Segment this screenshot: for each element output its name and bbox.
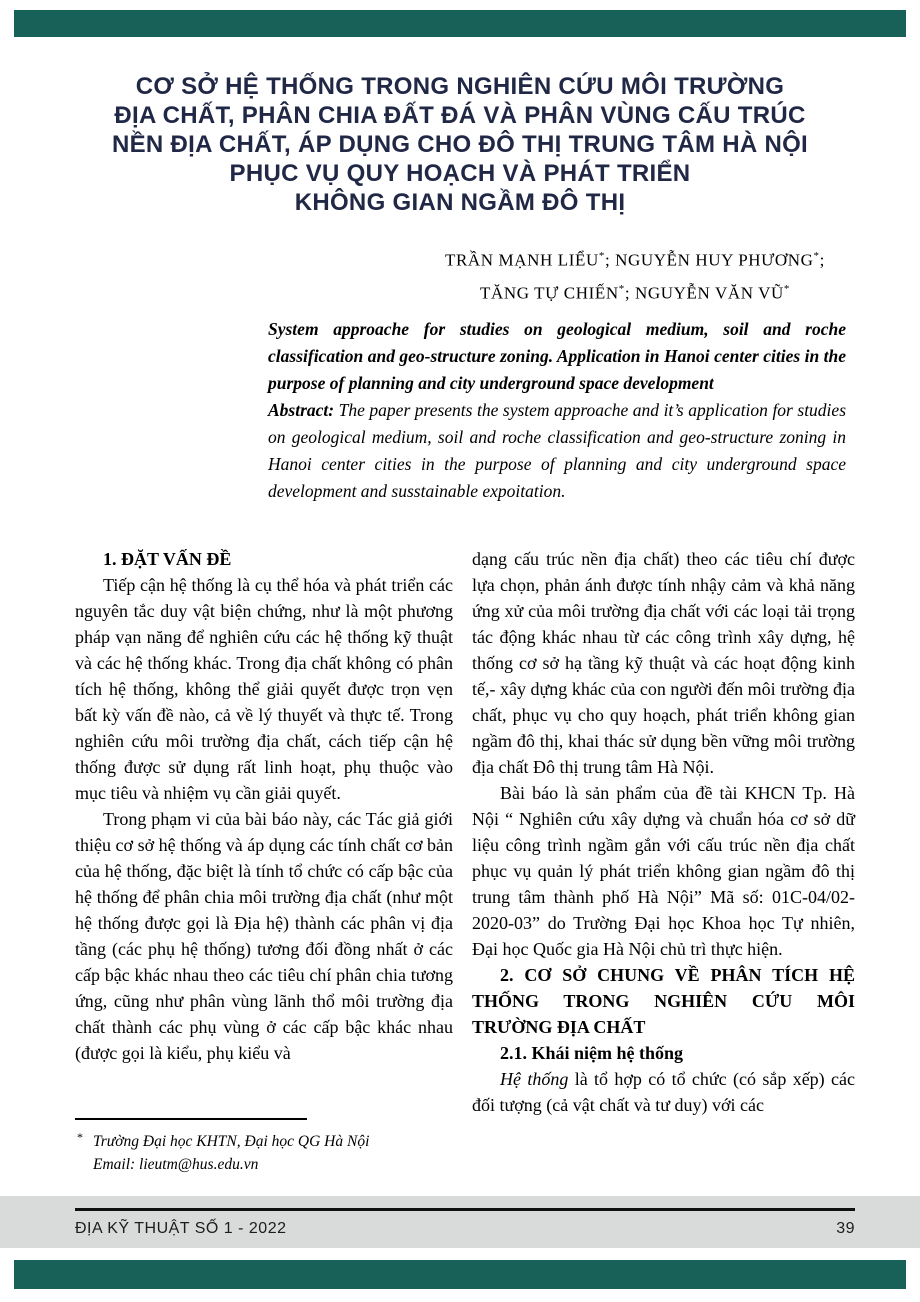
title-line: ĐỊA CHẤT, PHÂN CHIA ĐẤT ĐÁ VÀ PHÂN VÙNG CẤU TRÚC <box>114 102 806 129</box>
term-emphasis: Hệ thống <box>500 1069 569 1089</box>
footnote-separator-rule <box>75 1118 307 1120</box>
author-affiliation-marker: * <box>618 282 625 295</box>
footnote-email: Email: lieutm@hus.edu.vn <box>93 1156 259 1173</box>
abstract-label: Abstract: <box>268 400 335 420</box>
english-abstract-block <box>268 316 846 505</box>
page-number: 39 <box>836 1220 855 1237</box>
footnote-text <box>75 1130 453 1176</box>
abstract-text: The paper presents the system approache and it’s application for studies on geological medium, soil and roche classification and geo-structure zoning in Hanoi center cities in the purpose of planning and city underground space development and susstainable expoitation. <box>268 400 846 501</box>
paragraph-text: là tổ hợp có tổ chức (có sắp xếp) các đối tượng (cả vật chất và tư duy) với các <box>472 1069 855 1115</box>
subsection-heading-2-1: 2.1. Khái niệm hệ thống <box>500 1043 684 1063</box>
section-heading-2: 2. CƠ SỞ CHUNG VỀ PHÂN TÍCH HỆ THỐNG TRONG NGHIÊN CỨU MÔI TRƯỜNG ĐỊA CHẤT <box>472 965 855 1037</box>
page-title <box>60 72 860 217</box>
english-title: System approache for studies on geological medium, soil and roche classification and geo-structure zoning. Application in Hanoi center cities in the purpose of planning and city underground space development <box>268 319 846 393</box>
title-line: CƠ SỞ HỆ THỐNG TRONG NGHIÊN CỨU MÔI TRƯỜNG <box>135 73 785 100</box>
author-name: TĂNG TỰ CHIẾN <box>480 283 619 303</box>
paragraph <box>472 1066 855 1118</box>
paragraph: Bài báo là sản phẩm của đề tài KHCN Tp. Hà Nội “ Nghiên cứu xây dựng và chuẩn hóa cơ sở dữ liệu công trình ngầm gắn với cấu trúc nền địa chất phục vụ quản lý phát triển không gian ngầm đô thị trung tâm thành phố Hà Nội” Mã số: 01C-04/02-2020-03” do Trường Đại học Khoa học Tự nhiên, Đại học Quốc gia Hà Nội chủ trì thực hiện. <box>472 783 855 959</box>
journal-name: ĐỊA KỸ THUẬT SỐ 1 - 2022 <box>75 1220 287 1237</box>
author-name: TRẦN MẠNH LIỂU <box>445 250 599 270</box>
author-name: ; NGUYỄN VĂN VŨ <box>624 283 784 303</box>
title-line: NỀN ĐỊA CHẤT, ÁP DỤNG CHO ĐÔ THỊ TRUNG TÂM HÀ NỘI <box>111 131 809 158</box>
author-name: ; NGUYỄN HUY PHƯƠNG <box>604 250 814 270</box>
footer-color-bar <box>14 1260 906 1289</box>
paragraph: Trong phạm vi của bài báo này, các Tác giả giới thiệu cơ sở hệ thống và áp dụng các tính chất cơ bản của hệ thống, đặc biệt là tính tổ chức có cấp bậc của hệ thống để phân chia môi trường địa chất (như một hệ thống được gọi là Địa hệ) thành các phân vị địa tầng (các phụ hệ thống) tương đối đồng nhất ở các cấp bậc khác nhau theo các tiêu chí phân chia tương ứng, cũng như phân vùng lãnh thổ môi trường địa chất thành các phụ vùng ở các cấp bậc khác nhau (được gọi là kiểu, phụ kiểu và <box>75 809 453 1063</box>
header-color-bar <box>14 10 906 37</box>
author-affiliation-marker: * <box>598 250 605 262</box>
footnote-affiliation: Trường Đại học KHTN, Đại học QG Hà Nội <box>93 1133 370 1150</box>
author-affiliation-marker: * <box>783 282 790 295</box>
footnote-block <box>75 1118 453 1176</box>
right-column <box>472 546 855 1118</box>
section-heading-1: 1. ĐẶT VẤN ĐỀ <box>103 549 232 569</box>
title-line: PHỤC VỤ QUY HOẠCH VÀ PHÁT TRIỂN <box>229 160 691 187</box>
footer-rule <box>75 1208 855 1211</box>
left-column <box>75 546 453 1066</box>
title-line: KHÔNG GIAN NGẦM ĐÔ THỊ <box>294 189 626 216</box>
paragraph-continuation: dạng cấu trúc nền địa chất) theo các tiêu chí được lựa chọn, phản ánh được tính nhậy cảm và khả năng ứng xử của môi trường địa chất với các loại tải trọng tác động khác nhau từ các công trình xây dựng, hệ thống cơ sở hạ tầng kỹ thuật và các hoạt động kinh tế,- xây dựng khác của con người đến môi trường địa chất, phục vụ cho quy hoạch, phát triển không gian ngầm đô thị, khai thác sử dụng bền vững môi trường địa chất Đô thị trung tâm Hà Nội. <box>472 549 855 777</box>
abstract-paragraph <box>268 397 846 505</box>
page-footer <box>75 1220 855 1238</box>
authors-block <box>370 242 900 307</box>
footnote-marker: * <box>77 1130 83 1144</box>
paragraph: Tiếp cận hệ thống là cụ thể hóa và phát triển các nguyên tắc duy vật biện chứng, như là một phương pháp vạn năng để nghiên cứu các hệ thống kỹ thuật và các hệ thống khác. Trong địa chất không có phân tích hệ thống, không thể giải quyết được trọn vẹn bất kỳ vấn đề nào, cả về lý thuyết và thực tế. Trong nghiên cứu môi trường địa chất, cách tiếp cận hệ thống được sử dụng rất linh hoạt, phụ thuộc vào mục tiêu và nhiệm vụ cần giải quyết. <box>75 575 453 803</box>
author-affiliation-marker: * <box>813 250 820 262</box>
authors-line-2 <box>370 275 900 308</box>
authors-separator: ; <box>819 250 825 270</box>
authors-line-1 <box>370 242 900 275</box>
